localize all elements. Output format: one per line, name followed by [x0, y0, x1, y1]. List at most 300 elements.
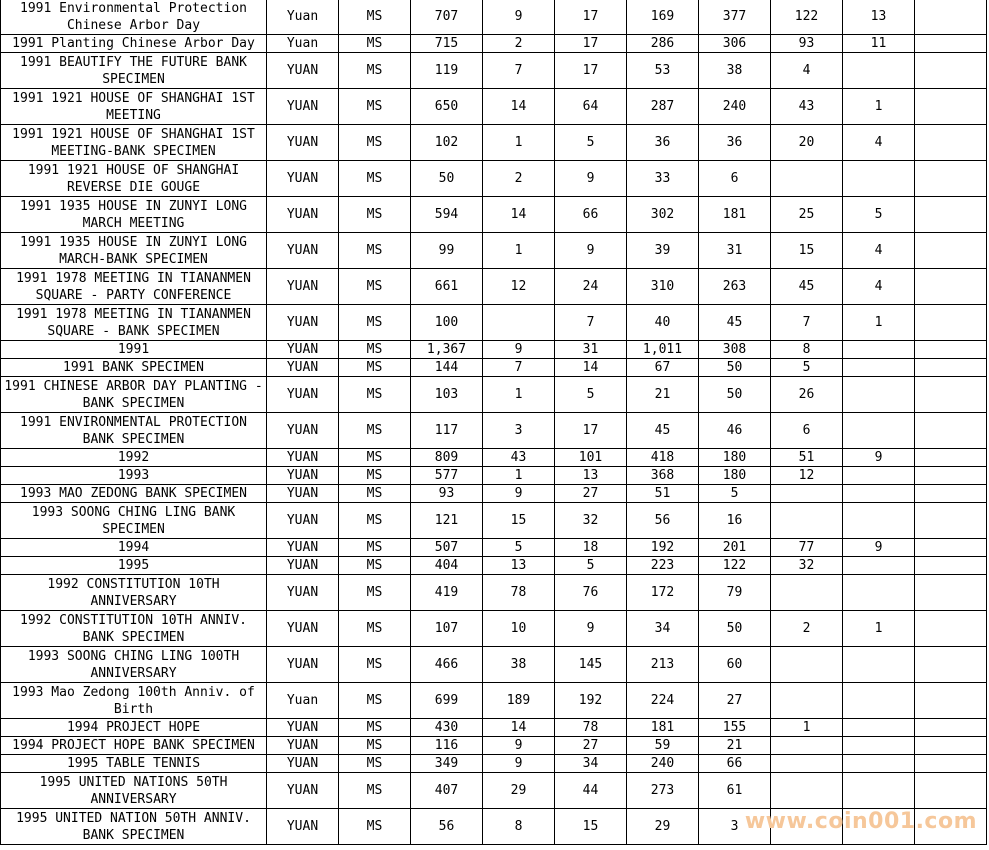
- cell-g4: 122: [699, 557, 771, 575]
- cell-g3: 172: [627, 575, 699, 611]
- cell-g3: 181: [627, 719, 699, 737]
- cell-unit: YUAN: [267, 719, 339, 737]
- cell-g6: [843, 557, 915, 575]
- cell-g6: [843, 161, 915, 197]
- cell-g1: 10: [483, 611, 555, 647]
- cell-g6: 1: [843, 89, 915, 125]
- cell-g2: 5: [555, 377, 627, 413]
- table-row: [1, 341, 987, 359]
- table-row: [1, 35, 987, 53]
- cell-g2: 145: [555, 647, 627, 683]
- cell-g4: 27: [699, 683, 771, 719]
- cell-g5: 6: [771, 413, 843, 449]
- cell-g1: 15: [483, 503, 555, 539]
- cell-g1: 9: [483, 341, 555, 359]
- cell-grade: MS: [339, 449, 411, 467]
- cell-g2: 17: [555, 0, 627, 35]
- cell-g6: [843, 467, 915, 485]
- cell-grade: MS: [339, 755, 411, 773]
- cell-g2: 192: [555, 683, 627, 719]
- cell-unit: YUAN: [267, 467, 339, 485]
- cell-grade: MS: [339, 467, 411, 485]
- table-row: [1, 809, 987, 845]
- cell-g2: 44: [555, 773, 627, 809]
- cell-name: 1994 PROJECT HOPE BANK SPECIMEN: [1, 737, 267, 755]
- cell-g3: 51: [627, 485, 699, 503]
- cell-unit: YUAN: [267, 611, 339, 647]
- cell-empty: [915, 233, 987, 269]
- cell-g1: 1: [483, 125, 555, 161]
- cell-g1: 2: [483, 35, 555, 53]
- cell-g6: 4: [843, 233, 915, 269]
- cell-grade: MS: [339, 647, 411, 683]
- cell-g2: 17: [555, 413, 627, 449]
- cell-g4: 201: [699, 539, 771, 557]
- cell-g2: 5: [555, 125, 627, 161]
- cell-g2: 17: [555, 35, 627, 53]
- cell-g4: 180: [699, 449, 771, 467]
- cell-empty: [915, 809, 987, 845]
- cell-grade: MS: [339, 377, 411, 413]
- cell-unit: YUAN: [267, 755, 339, 773]
- cell-total: 117: [411, 413, 483, 449]
- cell-g4: 181: [699, 197, 771, 233]
- table-row: [1, 233, 987, 269]
- table-row: [1, 647, 987, 683]
- cell-g6: [843, 647, 915, 683]
- cell-unit: YUAN: [267, 377, 339, 413]
- cell-g1: 43: [483, 449, 555, 467]
- cell-g2: 9: [555, 233, 627, 269]
- cell-unit: YUAN: [267, 737, 339, 755]
- cell-g5: [771, 755, 843, 773]
- cell-g3: 36: [627, 125, 699, 161]
- cell-g6: 1: [843, 611, 915, 647]
- cell-g3: 302: [627, 197, 699, 233]
- cell-g1: 14: [483, 197, 555, 233]
- cell-unit: YUAN: [267, 557, 339, 575]
- cell-empty: [915, 611, 987, 647]
- cell-name: 1991 1935 HOUSE IN ZUNYI LONG MARCH MEETING: [1, 197, 267, 233]
- cell-g3: 310: [627, 269, 699, 305]
- cell-empty: [915, 413, 987, 449]
- cell-grade: MS: [339, 683, 411, 719]
- cell-empty: [915, 575, 987, 611]
- cell-g2: 7: [555, 305, 627, 341]
- table-row: [1, 269, 987, 305]
- cell-g5: 7: [771, 305, 843, 341]
- cell-grade: MS: [339, 773, 411, 809]
- cell-g4: 45: [699, 305, 771, 341]
- cell-g1: 1: [483, 377, 555, 413]
- table-row: [1, 485, 987, 503]
- cell-g6: [843, 773, 915, 809]
- cell-g2: 5: [555, 557, 627, 575]
- cell-total: 707: [411, 0, 483, 35]
- cell-g2: 17: [555, 53, 627, 89]
- cell-g4: 79: [699, 575, 771, 611]
- cell-grade: MS: [339, 197, 411, 233]
- cell-unit: YUAN: [267, 809, 339, 845]
- cell-g5: [771, 503, 843, 539]
- cell-empty: [915, 377, 987, 413]
- cell-g2: 9: [555, 161, 627, 197]
- cell-g4: 308: [699, 341, 771, 359]
- cell-grade: MS: [339, 89, 411, 125]
- watermark-logo: www.coin001.com: [744, 809, 977, 834]
- cell-g3: 21: [627, 377, 699, 413]
- cell-g4: 240: [699, 89, 771, 125]
- cell-g4: 155: [699, 719, 771, 737]
- cell-g4: 50: [699, 359, 771, 377]
- cell-g5: 43: [771, 89, 843, 125]
- cell-total: 809: [411, 449, 483, 467]
- cell-g3: 1,011: [627, 341, 699, 359]
- cell-total: 100: [411, 305, 483, 341]
- cell-g5: 12: [771, 467, 843, 485]
- cell-empty: [915, 53, 987, 89]
- cell-g1: 2: [483, 161, 555, 197]
- cell-g4: 16: [699, 503, 771, 539]
- cell-name: 1994: [1, 539, 267, 557]
- cell-g2: 18: [555, 539, 627, 557]
- cell-unit: YUAN: [267, 161, 339, 197]
- cell-g1: 8: [483, 809, 555, 845]
- cell-g3: 33: [627, 161, 699, 197]
- cell-empty: [915, 539, 987, 557]
- cell-g1: 14: [483, 89, 555, 125]
- cell-g5: 2: [771, 611, 843, 647]
- cell-name: 1994 PROJECT HOPE: [1, 719, 267, 737]
- table-row: [1, 755, 987, 773]
- cell-g1: 9: [483, 485, 555, 503]
- cell-name: 1995: [1, 557, 267, 575]
- cell-grade: MS: [339, 557, 411, 575]
- cell-total: 119: [411, 53, 483, 89]
- cell-g1: 38: [483, 647, 555, 683]
- cell-g4: 46: [699, 413, 771, 449]
- cell-name: 1995 UNITED NATION 50TH ANNIV. BANK SPECIMEN: [1, 809, 267, 845]
- cell-g2: 78: [555, 719, 627, 737]
- cell-name: 1993 MAO ZEDONG BANK SPECIMEN: [1, 485, 267, 503]
- cell-unit: Yuan: [267, 0, 339, 35]
- cell-name: 1991 BEAUTIFY THE FUTURE BANK SPECIMEN: [1, 53, 267, 89]
- cell-grade: MS: [339, 305, 411, 341]
- cell-grade: MS: [339, 575, 411, 611]
- cell-total: 99: [411, 233, 483, 269]
- cell-total: 349: [411, 755, 483, 773]
- cell-g3: 40: [627, 305, 699, 341]
- cell-empty: [915, 449, 987, 467]
- cell-g6: 4: [843, 125, 915, 161]
- cell-name: 1992: [1, 449, 267, 467]
- cell-g5: [771, 485, 843, 503]
- cell-name: 1991 CHINESE ARBOR DAY PLANTING - BANK SPECIMEN: [1, 377, 267, 413]
- cell-g4: 6: [699, 161, 771, 197]
- cell-total: 419: [411, 575, 483, 611]
- cell-g1: 9: [483, 0, 555, 35]
- cell-grade: MS: [339, 719, 411, 737]
- cell-g2: 14: [555, 359, 627, 377]
- cell-name: 1991 Environmental Protection Chinese Arbor Day: [1, 0, 267, 35]
- cell-unit: YUAN: [267, 503, 339, 539]
- table-row: [1, 0, 987, 35]
- table-row: [1, 557, 987, 575]
- cell-name: 1992 CONSTITUTION 10TH ANNIV. BANK SPECIMEN: [1, 611, 267, 647]
- cell-empty: [915, 125, 987, 161]
- cell-total: 56: [411, 809, 483, 845]
- cell-g5: [771, 773, 843, 809]
- cell-empty: [915, 359, 987, 377]
- cell-grade: MS: [339, 359, 411, 377]
- cell-name: 1991 1921 HOUSE OF SHANGHAI 1ST MEETING-BANK SPECIMEN: [1, 125, 267, 161]
- cell-empty: [915, 305, 987, 341]
- cell-g3: 287: [627, 89, 699, 125]
- cell-empty: [915, 503, 987, 539]
- cell-g3: 29: [627, 809, 699, 845]
- cell-unit: YUAN: [267, 89, 339, 125]
- cell-unit: YUAN: [267, 305, 339, 341]
- cell-g3: 34: [627, 611, 699, 647]
- cell-g6: [843, 53, 915, 89]
- cell-empty: [915, 719, 987, 737]
- cell-g6: [843, 683, 915, 719]
- cell-grade: MS: [339, 503, 411, 539]
- table-row: [1, 737, 987, 755]
- cell-g6: [843, 485, 915, 503]
- table-row: [1, 719, 987, 737]
- cell-g3: 67: [627, 359, 699, 377]
- cell-g4: 61: [699, 773, 771, 809]
- cell-empty: [915, 341, 987, 359]
- cell-empty: [915, 773, 987, 809]
- cell-g4: 5: [699, 485, 771, 503]
- cell-g1: 13: [483, 557, 555, 575]
- cell-g4: 50: [699, 377, 771, 413]
- cell-total: 661: [411, 269, 483, 305]
- cell-unit: YUAN: [267, 773, 339, 809]
- cell-g4: 306: [699, 35, 771, 53]
- cell-unit: YUAN: [267, 575, 339, 611]
- cell-g5: 93: [771, 35, 843, 53]
- cell-g6: 9: [843, 449, 915, 467]
- cell-empty: [915, 467, 987, 485]
- cell-g3: 224: [627, 683, 699, 719]
- cell-total: 507: [411, 539, 483, 557]
- cell-g1: 3: [483, 413, 555, 449]
- cell-g4: 31: [699, 233, 771, 269]
- cell-unit: YUAN: [267, 197, 339, 233]
- cell-g6: 5: [843, 197, 915, 233]
- cell-g3: 192: [627, 539, 699, 557]
- cell-total: 107: [411, 611, 483, 647]
- cell-empty: [915, 683, 987, 719]
- cell-g6: [843, 413, 915, 449]
- cell-total: 404: [411, 557, 483, 575]
- cell-g5: [771, 809, 843, 845]
- cell-g3: 273: [627, 773, 699, 809]
- cell-g3: 169: [627, 0, 699, 35]
- cell-g5: 77: [771, 539, 843, 557]
- cell-unit: YUAN: [267, 269, 339, 305]
- cell-g5: [771, 575, 843, 611]
- cell-g6: [843, 719, 915, 737]
- cell-grade: MS: [339, 341, 411, 359]
- cell-unit: YUAN: [267, 449, 339, 467]
- cell-g3: 59: [627, 737, 699, 755]
- cell-unit: YUAN: [267, 53, 339, 89]
- cell-unit: YUAN: [267, 359, 339, 377]
- cell-grade: MS: [339, 35, 411, 53]
- cell-name: 1991 1935 HOUSE IN ZUNYI LONG MARCH-BANK SPECIMEN: [1, 233, 267, 269]
- cell-g1: 1: [483, 467, 555, 485]
- table-row: [1, 305, 987, 341]
- cell-g3: 368: [627, 467, 699, 485]
- cell-g5: 20: [771, 125, 843, 161]
- cell-g5: 5: [771, 359, 843, 377]
- cell-g6: [843, 755, 915, 773]
- cell-g1: 78: [483, 575, 555, 611]
- cell-g6: 11: [843, 35, 915, 53]
- cell-total: 102: [411, 125, 483, 161]
- table-row: [1, 611, 987, 647]
- cell-g5: [771, 647, 843, 683]
- cell-total: 715: [411, 35, 483, 53]
- cell-g5: 51: [771, 449, 843, 467]
- cell-empty: [915, 197, 987, 233]
- cell-unit: Yuan: [267, 35, 339, 53]
- cell-g5: 25: [771, 197, 843, 233]
- cell-total: 594: [411, 197, 483, 233]
- cell-g5: [771, 737, 843, 755]
- cell-g6: [843, 575, 915, 611]
- cell-g4: 21: [699, 737, 771, 755]
- cell-g6: 1: [843, 305, 915, 341]
- cell-empty: [915, 161, 987, 197]
- cell-empty: [915, 0, 987, 35]
- cell-g3: 56: [627, 503, 699, 539]
- cell-grade: MS: [339, 269, 411, 305]
- cell-g1: 12: [483, 269, 555, 305]
- cell-g6: [843, 341, 915, 359]
- cell-g6: [843, 503, 915, 539]
- cell-g5: 4: [771, 53, 843, 89]
- cell-name: 1993: [1, 467, 267, 485]
- table-row: [1, 575, 987, 611]
- cell-g5: 15: [771, 233, 843, 269]
- table-row: [1, 197, 987, 233]
- cell-unit: Yuan: [267, 683, 339, 719]
- cell-g2: 101: [555, 449, 627, 467]
- cell-g2: 66: [555, 197, 627, 233]
- cell-g1: 14: [483, 719, 555, 737]
- cell-g2: 27: [555, 737, 627, 755]
- cell-name: 1995 TABLE TENNIS: [1, 755, 267, 773]
- cell-g2: 27: [555, 485, 627, 503]
- cell-g6: [843, 737, 915, 755]
- cell-g1: 29: [483, 773, 555, 809]
- cell-empty: [915, 647, 987, 683]
- cell-g3: 286: [627, 35, 699, 53]
- cell-name: 1991 ENVIRONMENTAL PROTECTION BANK SPECIMEN: [1, 413, 267, 449]
- cell-name: 1995 UNITED NATIONS 50TH ANNIVERSARY: [1, 773, 267, 809]
- cell-g1: 189: [483, 683, 555, 719]
- cell-g3: 53: [627, 53, 699, 89]
- cell-g4: 60: [699, 647, 771, 683]
- cell-name: 1992 CONSTITUTION 10TH ANNIVERSARY: [1, 575, 267, 611]
- table-row: [1, 125, 987, 161]
- table-row: [1, 413, 987, 449]
- cell-g6: 13: [843, 0, 915, 35]
- table-row: [1, 89, 987, 125]
- table-row: [1, 683, 987, 719]
- cell-name: 1991 1978 MEETING IN TIANANMEN SQUARE - PARTY CONFERENCE: [1, 269, 267, 305]
- cell-grade: MS: [339, 161, 411, 197]
- cell-g2: 24: [555, 269, 627, 305]
- cell-g4: 3: [699, 809, 771, 845]
- cell-grade: MS: [339, 737, 411, 755]
- cell-total: 430: [411, 719, 483, 737]
- cell-total: 93: [411, 485, 483, 503]
- cell-g2: 76: [555, 575, 627, 611]
- cell-unit: YUAN: [267, 413, 339, 449]
- cell-empty: [915, 557, 987, 575]
- cell-total: 116: [411, 737, 483, 755]
- cell-g6: 9: [843, 539, 915, 557]
- cell-grade: MS: [339, 809, 411, 845]
- cell-g5: 32: [771, 557, 843, 575]
- cell-total: 103: [411, 377, 483, 413]
- cell-g2: 31: [555, 341, 627, 359]
- cell-total: 407: [411, 773, 483, 809]
- cell-g1: 5: [483, 539, 555, 557]
- cell-unit: YUAN: [267, 341, 339, 359]
- cell-total: 577: [411, 467, 483, 485]
- cell-empty: [915, 485, 987, 503]
- cell-grade: MS: [339, 0, 411, 35]
- cell-empty: [915, 755, 987, 773]
- cell-g4: 180: [699, 467, 771, 485]
- cell-grade: MS: [339, 539, 411, 557]
- table-row: [1, 377, 987, 413]
- cell-unit: YUAN: [267, 539, 339, 557]
- cell-grade: MS: [339, 53, 411, 89]
- cell-grade: MS: [339, 485, 411, 503]
- cell-name: 1991 1921 HOUSE OF SHANGHAI 1ST MEETING: [1, 89, 267, 125]
- cell-empty: [915, 737, 987, 755]
- cell-unit: YUAN: [267, 647, 339, 683]
- cell-g3: 39: [627, 233, 699, 269]
- table-row: [1, 161, 987, 197]
- cell-g5: [771, 161, 843, 197]
- cell-grade: MS: [339, 233, 411, 269]
- cell-g4: 38: [699, 53, 771, 89]
- cell-g4: 377: [699, 0, 771, 35]
- cell-name: 1993 SOONG CHING LING BANK SPECIMEN: [1, 503, 267, 539]
- cell-total: 144: [411, 359, 483, 377]
- cell-total: 699: [411, 683, 483, 719]
- cell-g3: 418: [627, 449, 699, 467]
- cell-g4: 66: [699, 755, 771, 773]
- cell-g6: [843, 377, 915, 413]
- cell-g4: 50: [699, 611, 771, 647]
- table-row: [1, 539, 987, 557]
- table-row: [1, 359, 987, 377]
- cell-g3: 223: [627, 557, 699, 575]
- cell-total: 50: [411, 161, 483, 197]
- cell-g2: 34: [555, 755, 627, 773]
- table-row: [1, 467, 987, 485]
